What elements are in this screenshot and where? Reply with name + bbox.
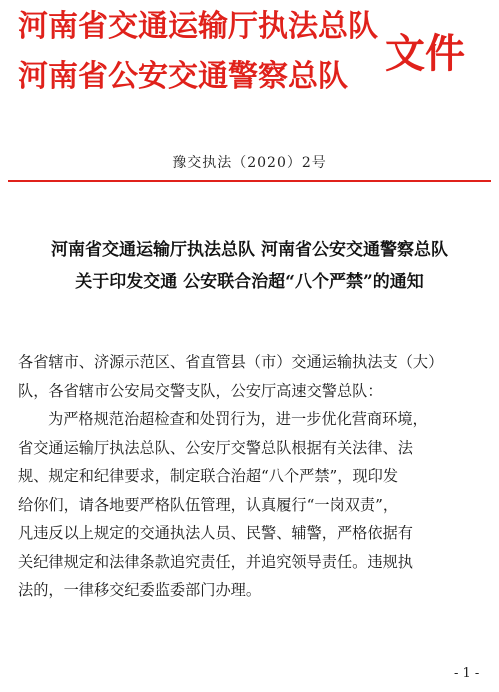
paragraph-line: 关纪律规定和法律条款追究责任，并追究领导责任。违规执 [18,552,413,571]
red-divider [8,180,491,182]
paragraph-line: 规、规定和纪律要求，制定联合治超“八个严禁”，现印发 [18,467,399,485]
paragraph-line: 为严格规范治超检查和处罚行为，进一步优化营商环境， [48,410,428,428]
doc-type-label: 文件 [385,31,465,77]
document-title-line-1: 河南省交通运输厅执法总队 河南省公安交通警察总队 [51,240,448,260]
addressee-line: 队，各省辖市公安局交警支队，公安厅高速交警总队： [18,381,383,400]
paragraph-line: 凡违反以上规定的交通执法人员、民警、辅警，严格依据有 [18,524,413,542]
paragraph-line: 给你们，请各地要严格队伍管理，认真履行“一岗双责”， [18,495,399,514]
addressee-line: 各省辖市、济源示范区、省直管县（市）交通运输执法支（大） [18,353,444,371]
document-title-line-2: 关于印发交通 公安联合治超“八个严禁”的通知 [75,272,424,292]
issuer-name-2: 河南省公安交通警察总队 [18,59,348,94]
paragraph-line: 法的，一律移交纪委监委部门办理。 [18,581,261,599]
issuer-name-1: 河南省交通运输厅执法总队 [18,9,378,44]
document-body [18,348,488,605]
page-number: - 1 - [454,666,480,681]
paragraph-line: 省交通运输厅执法总队、公安厅交警总队根据有关法律、法 [18,438,413,457]
document-number: 豫交执法（2020）2号 [172,155,327,171]
